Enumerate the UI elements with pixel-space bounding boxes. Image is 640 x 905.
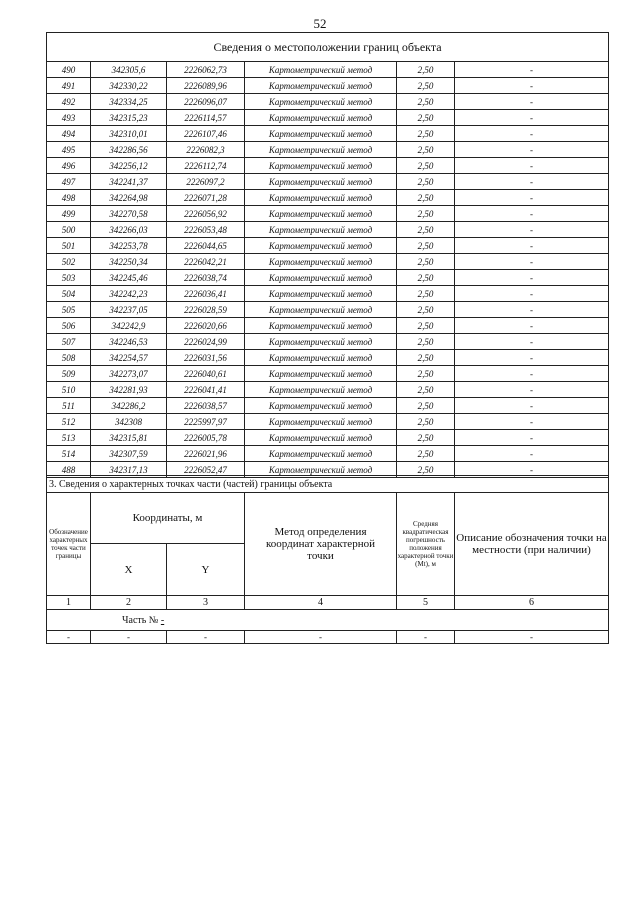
x-coordinate-cell: 342305,6	[91, 62, 167, 78]
header-y: Y	[167, 544, 245, 596]
point-number-cell: 490	[47, 62, 91, 78]
y-coordinate-cell: 2226089,96	[167, 78, 245, 94]
y-coordinate-cell: 2226038,74	[167, 270, 245, 286]
empty-cell: -	[455, 631, 609, 644]
mt-cell: 2,50	[397, 430, 455, 446]
mt-cell: 2,50	[397, 78, 455, 94]
table-row	[47, 110, 609, 126]
description-cell: -	[455, 414, 609, 430]
y-coordinate-cell: 2226053,48	[167, 222, 245, 238]
y-coordinate-cell: 2226020,66	[167, 318, 245, 334]
table-row	[47, 62, 609, 78]
mt-cell: 2,50	[397, 334, 455, 350]
point-number-cell: 507	[47, 334, 91, 350]
table-row	[47, 270, 609, 286]
y-coordinate-cell: 2226107,46	[167, 126, 245, 142]
mt-cell: 2,50	[397, 398, 455, 414]
mt-cell: 2,50	[397, 174, 455, 190]
description-cell: -	[455, 334, 609, 350]
y-coordinate-cell: 2225997,97	[167, 414, 245, 430]
method-cell: Картометрический метод	[245, 62, 397, 78]
point-number-cell: 514	[47, 446, 91, 462]
table-row	[47, 94, 609, 110]
method-cell: Картометрический метод	[245, 254, 397, 270]
x-coordinate-cell: 342256,12	[91, 158, 167, 174]
description-cell: -	[455, 126, 609, 142]
description-cell: -	[455, 206, 609, 222]
x-coordinate-cell: 342330,22	[91, 78, 167, 94]
description-cell: -	[455, 94, 609, 110]
x-coordinate-cell: 342237,05	[91, 302, 167, 318]
column-number: 2	[91, 596, 167, 610]
section-title: Сведения о местоположении границ объекта	[47, 33, 609, 62]
description-cell: -	[455, 238, 609, 254]
x-coordinate-cell: 342266,03	[91, 222, 167, 238]
y-coordinate-cell: 2226042,21	[167, 254, 245, 270]
table-row	[47, 126, 609, 142]
y-coordinate-cell: 2226114,57	[167, 110, 245, 126]
y-coordinate-cell: 2226031,56	[167, 350, 245, 366]
x-coordinate-cell: 342317,13	[91, 462, 167, 478]
mt-cell: 2,50	[397, 462, 455, 478]
table-row	[47, 318, 609, 334]
description-cell: -	[455, 270, 609, 286]
y-coordinate-cell: 2226071,28	[167, 190, 245, 206]
x-coordinate-cell: 342307,59	[91, 446, 167, 462]
description-cell: -	[455, 110, 609, 126]
x-coordinate-cell: 342315,23	[91, 110, 167, 126]
point-number-cell: 510	[47, 382, 91, 398]
table-row	[47, 430, 609, 446]
x-coordinate-cell: 342242,23	[91, 286, 167, 302]
empty-cell: -	[167, 631, 245, 644]
x-coordinate-cell: 342286,2	[91, 398, 167, 414]
table-row	[47, 174, 609, 190]
x-coordinate-cell: 342242,9	[91, 318, 167, 334]
method-cell: Картометрический метод	[245, 334, 397, 350]
table-row	[47, 238, 609, 254]
y-coordinate-cell: 2226052,47	[167, 462, 245, 478]
table-row	[47, 382, 609, 398]
description-cell: -	[455, 174, 609, 190]
table-row	[47, 190, 609, 206]
x-coordinate-cell: 342245,46	[91, 270, 167, 286]
point-number-cell: 512	[47, 414, 91, 430]
column-number: 4	[245, 596, 397, 610]
y-coordinate-cell: 2226041,41	[167, 382, 245, 398]
point-number-cell: 491	[47, 78, 91, 94]
description-cell: -	[455, 286, 609, 302]
method-cell: Картометрический метод	[245, 398, 397, 414]
method-cell: Картометрический метод	[245, 126, 397, 142]
description-cell: -	[455, 190, 609, 206]
mt-cell: 2,50	[397, 126, 455, 142]
mt-cell: 2,50	[397, 158, 455, 174]
point-number-cell: 496	[47, 158, 91, 174]
x-coordinate-cell: 342334,25	[91, 94, 167, 110]
x-coordinate-cell: 342315,81	[91, 430, 167, 446]
method-cell: Картометрический метод	[245, 206, 397, 222]
page-number: 52	[313, 16, 327, 31]
method-cell: Картометрический метод	[245, 350, 397, 366]
mt-cell: 2,50	[397, 254, 455, 270]
point-number-cell: 513	[47, 430, 91, 446]
method-cell: Картометрический метод	[245, 414, 397, 430]
mt-cell: 2,50	[397, 382, 455, 398]
table-row	[47, 302, 609, 318]
table-row	[47, 414, 609, 430]
point-number-cell: 502	[47, 254, 91, 270]
parts-table	[46, 475, 609, 644]
description-cell: -	[455, 430, 609, 446]
method-cell: Картометрический метод	[245, 110, 397, 126]
method-cell: Картометрический метод	[245, 158, 397, 174]
description-cell: -	[455, 398, 609, 414]
x-coordinate-cell: 342254,57	[91, 350, 167, 366]
header-x: X	[91, 544, 167, 596]
y-coordinate-cell: 2226062,73	[167, 62, 245, 78]
mt-cell: 2,50	[397, 318, 455, 334]
description-cell: -	[455, 62, 609, 78]
empty-cell: -	[397, 631, 455, 644]
description-cell: -	[455, 446, 609, 462]
description-cell: -	[455, 142, 609, 158]
point-number-cell: 499	[47, 206, 91, 222]
method-cell: Картометрический метод	[245, 238, 397, 254]
point-number-cell: 503	[47, 270, 91, 286]
x-coordinate-cell: 342241,37	[91, 174, 167, 190]
column-number: 5	[397, 596, 455, 610]
column-number: 3	[167, 596, 245, 610]
description-cell: -	[455, 462, 609, 478]
point-number-cell: 504	[47, 286, 91, 302]
y-coordinate-cell: 2226097,2	[167, 174, 245, 190]
part-number: -	[160, 614, 165, 626]
point-number-cell: 498	[47, 190, 91, 206]
mt-cell: 2,50	[397, 350, 455, 366]
table-row	[47, 254, 609, 270]
header-coordinates: Координаты, м	[91, 493, 245, 544]
description-cell: -	[455, 158, 609, 174]
y-coordinate-cell: 2226044,65	[167, 238, 245, 254]
method-cell: Картометрический метод	[245, 222, 397, 238]
column-number: 6	[455, 596, 609, 610]
point-number-cell: 509	[47, 366, 91, 382]
point-number-cell: 511	[47, 398, 91, 414]
method-cell: Картометрический метод	[245, 142, 397, 158]
y-coordinate-cell: 2226024,99	[167, 334, 245, 350]
header-method: Метод определения координат характерной точки	[245, 493, 397, 596]
point-number-cell: 501	[47, 238, 91, 254]
x-coordinate-cell: 342246,53	[91, 334, 167, 350]
method-cell: Картометрический метод	[245, 462, 397, 478]
y-coordinate-cell: 2226038,57	[167, 398, 245, 414]
mt-cell: 2,50	[397, 302, 455, 318]
table-row	[47, 206, 609, 222]
mt-cell: 2,50	[397, 414, 455, 430]
x-coordinate-cell: 342273,07	[91, 366, 167, 382]
column-number: 1	[47, 596, 91, 610]
method-cell: Картометрический метод	[245, 302, 397, 318]
point-number-cell: 505	[47, 302, 91, 318]
part-label: Часть №	[122, 614, 159, 626]
table-row	[47, 222, 609, 238]
method-cell: Картометрический метод	[245, 286, 397, 302]
point-number-cell: 506	[47, 318, 91, 334]
y-coordinate-cell: 2226021,96	[167, 446, 245, 462]
mt-cell: 2,50	[397, 190, 455, 206]
x-coordinate-cell: 342250,34	[91, 254, 167, 270]
mt-cell: 2,50	[397, 142, 455, 158]
y-coordinate-cell: 2226036,41	[167, 286, 245, 302]
y-coordinate-cell: 2226005,78	[167, 430, 245, 446]
empty-cell: -	[47, 631, 91, 644]
mt-cell: 2,50	[397, 286, 455, 302]
point-number-cell: 497	[47, 174, 91, 190]
y-coordinate-cell: 2226056,92	[167, 206, 245, 222]
header-description: Описание обозначения точки на местности (при наличии)	[455, 493, 609, 596]
table-row	[47, 334, 609, 350]
mt-cell: 2,50	[397, 270, 455, 286]
point-number-cell: 500	[47, 222, 91, 238]
mt-cell: 2,50	[397, 222, 455, 238]
method-cell: Картометрический метод	[245, 430, 397, 446]
table-row	[47, 398, 609, 414]
x-coordinate-cell: 342286,56	[91, 142, 167, 158]
table-row	[47, 446, 609, 462]
method-cell: Картометрический метод	[245, 366, 397, 382]
description-cell: -	[455, 302, 609, 318]
method-cell: Картометрический метод	[245, 94, 397, 110]
table-row	[47, 142, 609, 158]
point-number-cell: 493	[47, 110, 91, 126]
method-cell: Картометрический метод	[245, 270, 397, 286]
description-cell: -	[455, 318, 609, 334]
header-mt: Средняя квадратическая погрешность положения характерной точки (Мt), м	[397, 493, 455, 596]
empty-cell: -	[245, 631, 397, 644]
description-cell: -	[455, 350, 609, 366]
point-number-cell: 494	[47, 126, 91, 142]
point-number-cell: 495	[47, 142, 91, 158]
y-coordinate-cell: 2226096,07	[167, 94, 245, 110]
table-row	[47, 78, 609, 94]
mt-cell: 2,50	[397, 366, 455, 382]
description-cell: -	[455, 78, 609, 94]
x-coordinate-cell: 342310,01	[91, 126, 167, 142]
part-label-row	[47, 610, 609, 631]
parts-section-title: 3. Сведения о характерных точках части (частей) границы объекта	[47, 476, 609, 493]
coordinates-table	[46, 32, 609, 478]
table-row	[47, 286, 609, 302]
x-coordinate-cell: 342281,93	[91, 382, 167, 398]
table-row	[47, 350, 609, 366]
method-cell: Картометрический метод	[245, 446, 397, 462]
description-cell: -	[455, 366, 609, 382]
table-row	[47, 366, 609, 382]
header-point-name: Обозначение характерных точек части границы	[47, 493, 91, 596]
mt-cell: 2,50	[397, 238, 455, 254]
method-cell: Картометрический метод	[245, 318, 397, 334]
point-number-cell: 508	[47, 350, 91, 366]
y-coordinate-cell: 2226040,61	[167, 366, 245, 382]
mt-cell: 2,50	[397, 446, 455, 462]
description-cell: -	[455, 254, 609, 270]
mt-cell: 2,50	[397, 206, 455, 222]
y-coordinate-cell: 2226082,3	[167, 142, 245, 158]
table-row	[47, 158, 609, 174]
point-number-cell: 492	[47, 94, 91, 110]
mt-cell: 2,50	[397, 62, 455, 78]
y-coordinate-cell: 2226112,74	[167, 158, 245, 174]
x-coordinate-cell: 342308	[91, 414, 167, 430]
mt-cell: 2,50	[397, 94, 455, 110]
description-cell: -	[455, 222, 609, 238]
empty-cell: -	[91, 631, 167, 644]
method-cell: Картометрический метод	[245, 190, 397, 206]
x-coordinate-cell: 342264,98	[91, 190, 167, 206]
y-coordinate-cell: 2226028,59	[167, 302, 245, 318]
method-cell: Картометрический метод	[245, 174, 397, 190]
x-coordinate-cell: 342270,58	[91, 206, 167, 222]
method-cell: Картометрический метод	[245, 382, 397, 398]
x-coordinate-cell: 342253,78	[91, 238, 167, 254]
point-number-cell: 488	[47, 462, 91, 478]
method-cell: Картометрический метод	[245, 78, 397, 94]
mt-cell: 2,50	[397, 110, 455, 126]
description-cell: -	[455, 382, 609, 398]
